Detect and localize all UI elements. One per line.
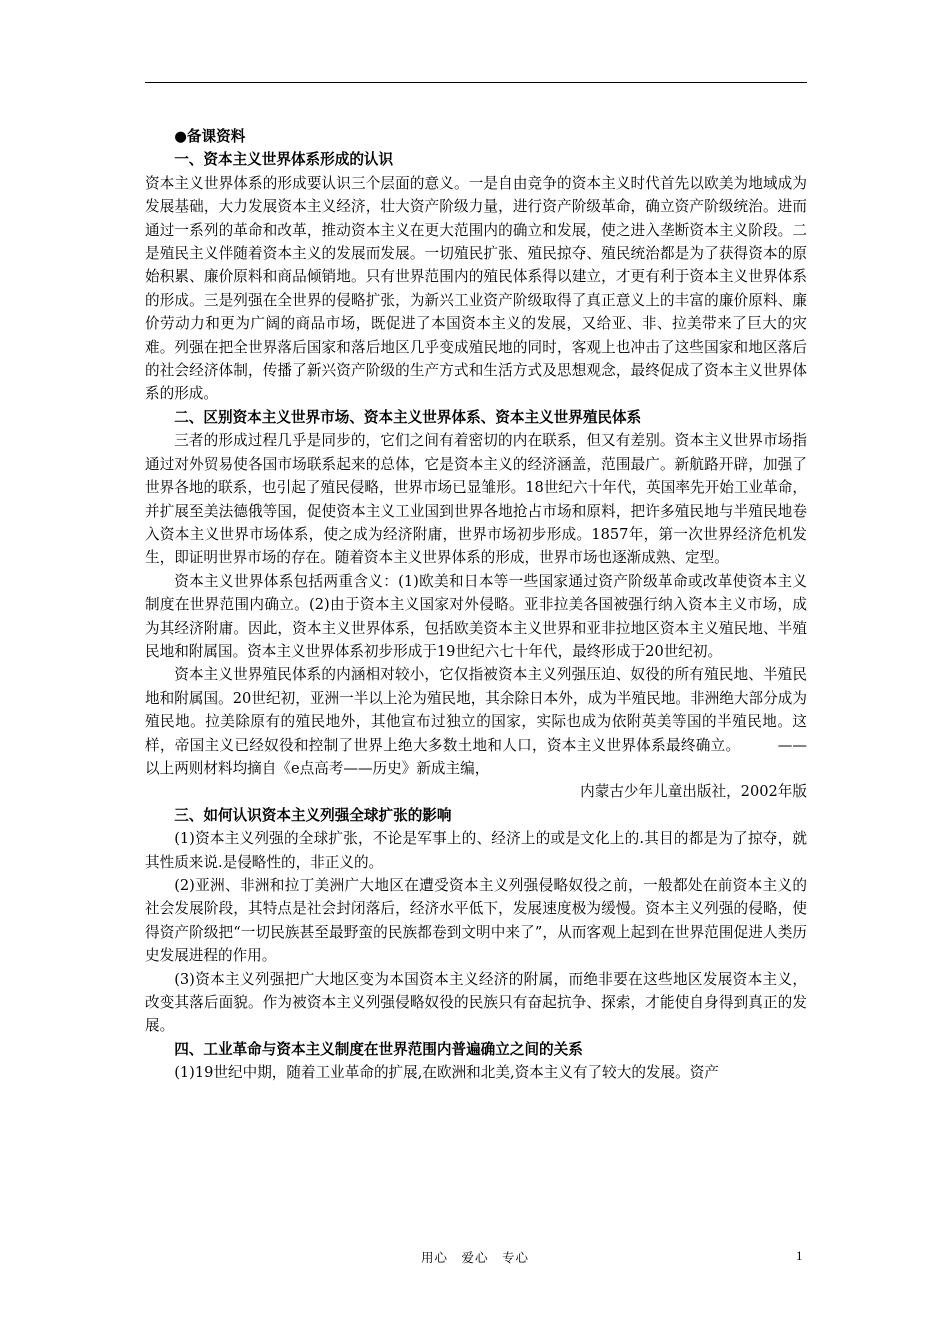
document-body [145,125,807,1085]
heading-3: 三、如何认识资本主义列强全球扩张的影响 [174,806,452,824]
paragraph-3: 资本主义世界体系包括两重含义：(1)欧美和日本等一些国家通过资产阶级革命或改革使资本主义制度在世界范围内确立。(2)由于资本主义国家对外侵略。亚非拉美各国被强行纳入资本主义市场，成为其经济附庸。因此，资本主义世界体系，包括欧美资本主义世界和亚非拉地区资本主义殖民地、半殖民地和附属国。资本主义世界体系初步形成于19世纪六七十年代，最终形成于20世纪初。 [145,572,807,660]
source-citation: 内蒙古少年儿童出版社，2002年版 [580,783,807,801]
heading-1: 一、资本主义世界体系形成的认识 [174,151,394,169]
page-number: 1 [796,1248,803,1263]
paragraph-1: 资本主义世界体系的形成要认识三个层面的意义。一是自由竞争的资本主义时代首先以欧美为地域成为发展基础，大力发展资本主义经济，壮大资产阶级力量，进行资产阶级革命，确立资产阶级统治。进而通过一系列的革命和改革，推动资本主义在更大范围内的确立和发展，使之进入垄断资本主义阶段。二是殖民主义伴随着资本主义的发展而发展。一切殖民扩张、殖民掠夺、殖民统治都是为了获得资本的原始积累、廉价原料和商品倾销地。只有世界范围内的殖民体系得以建立，才更有利于资本主义世界体系的形成。三是列强在全世界的侵略扩张，为新兴工业资产阶级取得了真正意义上的丰富的廉价原料、廉价劳动力和更为广阔的商品市场，既促进了本国资本主义的发展，又给亚、非、拉美带来了巨大的灾难。列强在把全世界落后国家和落后地区几乎变成殖民地的同时，客观上也冲击了这些国家和地区落后的社会经济体制，传播了新兴资产阶级的生产方式和生活方式及思想观念，最终促成了资本主义世界体系的形成。 [145,174,807,403]
paragraph-8: (1)19世纪中期，随着工业革命的扩展,在欧洲和北美,资本主义有了较大的发展。资产 [174,1064,719,1082]
heading-2: 二、区别资本主义世界市场、资本主义世界体系、资本主义世界殖民体系 [174,408,642,426]
paragraph-7: (3)资本主义列强把广大地区变为本国资本主义经济的附属，而绝非要在这些地区发展资本主义，改变其落后面貌。作为被资本主义列强侵略奴役的民族只有奋起抗争、探索，才能使自身得到真正的发展。 [145,970,807,1035]
paragraph-4: 资本主义世界殖民体系的内涵相对较小，它仅指被资本主义列强压迫、奴役的所有殖民地、半殖民地和附属国。20世纪初，亚洲一半以上沦为殖民地，其余除日本外，成为半殖民地。非洲绝大部分成为殖民地。拉美除原有的殖民地外，其他宣布过独立的国家，实际也成为依附英美等国的半殖民地。这样，帝国主义已经奴役和控制了世界上绝大多数土地和人口，资本主义世界体系最终确立。 ——以上两则材料均摘自《e点高考——历史》新成主编， [145,666,807,777]
paragraph-5: (1)资本主义列强的全球扩张，不论是军事上的、经济上的或是文化上的.其目的都是为了掠夺，就其性质来说.是侵略性的，非正义的。 [145,830,807,871]
footer-motto: 用心 爱心 专心 [420,1250,529,1265]
header-rule [145,82,807,83]
paragraph-2: 三者的形成过程几乎是同步的，它们之间有着密切的内在联系，但又有差别。资本主义世界市场指通过对外贸易使各国市场联系起来的总体，它是资本主义的经济涵盖，范围最广。新航路开辟，加强了世界各地的联系，也引起了殖民侵略，世界市场已显雏形。18世纪六十年代，英国率先开始工业革命，并扩展至美法德俄等国，促使资本主义工业国到世界各地抢占市场和原料，把许多殖民地与半殖民地卷入资本主义世界市场体系，使之成为经济附庸，世界市场初步形成。1857年，第一次世界经济危机发生，即证明世界市场的存在。随着资本主义世界体系的形成，世界市场也逐渐成熟、定型。 [145,432,807,567]
section-title: ●备课资料 [174,128,246,145]
heading-4: 四、工业革命与资本主义制度在世界范围内普遍确立之间的关系 [174,1040,583,1058]
paragraph-6: (2)亚洲、非洲和拉丁美洲广大地区在遭受资本主义列强侵略奴役之前，一般都处在前资本主义的社会发展阶段，其特点是社会封闭落后，经济水平低下，发展速度极为缓慢。资本主义列强的侵略，使得资产阶级把“一切民族甚至最野蛮的民族都卷到文明中来了”，从而客观上起到在世界范围促进人类历史发展进程的作用。 [145,877,807,965]
